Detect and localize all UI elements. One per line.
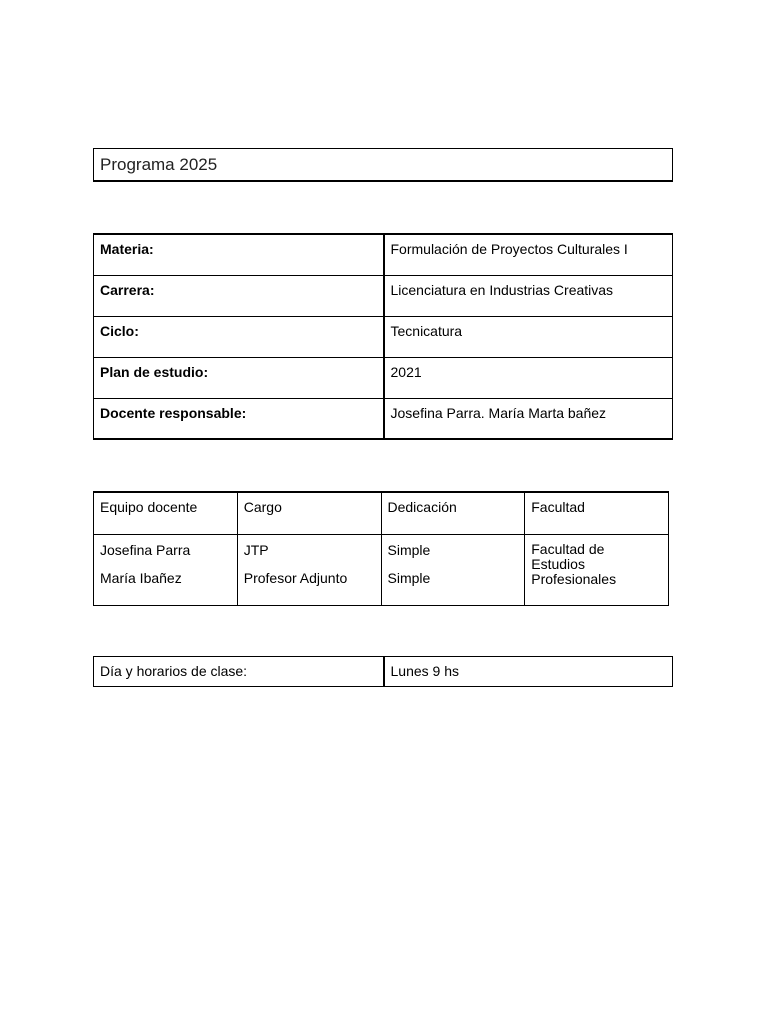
member-name: Josefina Parra <box>100 541 191 558</box>
schedule-label: Día y horarios de clase: <box>94 657 384 687</box>
column-header-cargo: Cargo <box>237 492 381 534</box>
team-dedication-cell <box>381 534 525 605</box>
member-dedication: Simple <box>387 541 431 558</box>
table-row <box>94 657 673 687</box>
member-name: María Ibañez <box>100 569 182 586</box>
materia-label: Materia: <box>94 234 384 275</box>
plan-label: Plan de estudio: <box>94 357 384 398</box>
materia-value: Formulación de Proyectos Culturales I <box>384 234 673 275</box>
member-role: Profesor Adjunto <box>243 569 348 586</box>
team-faculty-cell <box>525 534 669 605</box>
course-info-table <box>93 233 673 440</box>
table-row <box>94 534 669 605</box>
column-header-facultad: Facultad <box>525 492 669 534</box>
table-header-row <box>94 492 669 534</box>
plan-value: 2021 <box>384 357 673 398</box>
schedule-value: Lunes 9 hs <box>384 657 673 687</box>
schedule-table <box>93 656 673 687</box>
carrera-label: Carrera: <box>94 275 384 316</box>
faculty-line: Estudios <box>531 555 585 572</box>
ciclo-label: Ciclo: <box>94 316 384 357</box>
faculty-line: Profesionales <box>531 570 617 587</box>
ciclo-value: Tecnicatura <box>384 316 673 357</box>
table-row <box>94 357 673 398</box>
column-header-equipo: Equipo docente <box>94 492 238 534</box>
table-row <box>94 398 673 439</box>
carrera-value: Licenciatura en Industrias Creativas <box>384 275 673 316</box>
team-roles-cell <box>237 534 381 605</box>
docente-value: Josefina Parra. María Marta bañez <box>384 398 673 439</box>
team-names-cell <box>94 534 238 605</box>
docente-label: Docente responsable: <box>94 398 384 439</box>
program-title: Programa 2025 <box>93 148 673 182</box>
member-role: JTP <box>243 541 269 558</box>
member-dedication: Simple <box>387 569 431 586</box>
table-row <box>94 275 673 316</box>
table-row <box>94 316 673 357</box>
teaching-team-table <box>93 491 669 606</box>
faculty-line: Facultad de <box>531 540 605 557</box>
table-row <box>94 234 673 275</box>
column-header-dedicacion: Dedicación <box>381 492 525 534</box>
